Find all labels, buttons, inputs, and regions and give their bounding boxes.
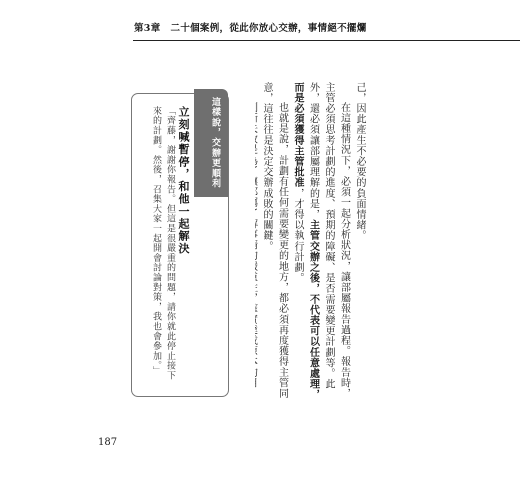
- tip-box-quote: 「齊藤，謝謝你報告。但這是很嚴重的問題，請你就此停止接下來的計劃。然後，召集大家一起開會討論對策，我也會參加。」: [151, 106, 175, 381]
- page-number: 187: [98, 437, 118, 448]
- running-head: [134, 20, 367, 34]
- paragraph-4: [255, 82, 259, 404]
- paragraph-2-text-a: 在這種情況下，必須一起分析狀況，讓部屬報告過程。報告時，主管必須思考計劃的進度、預期的障礙、是否需要變更計劃等。此外，還必須讓部屬理解的是，: [307, 82, 350, 399]
- chapter-title: 二十個案例，從此你放心交辦，事情絕不擺爛: [170, 23, 367, 34]
- header-rule: [133, 40, 520, 41]
- paragraph-2-text-b: ，才得以執行計劃。: [292, 188, 303, 284]
- tip-box-tab-label: 這樣說，交辦更順利: [210, 97, 220, 189]
- paragraph-2: [290, 82, 352, 404]
- body-text: [255, 82, 367, 404]
- page-header: [0, 20, 520, 48]
- paragraph-4-text-a: [255, 82, 257, 400]
- paragraph-1: 己，因此產生不必要的負面情緒。: [354, 82, 365, 241]
- paragraph-3: 也就是說，計劃有任何需要變更的地方，都必須再度獲得主管同意，這往往是決定交辦成敗的關鍵。: [261, 82, 288, 399]
- paragraph-2-emphasis: 主管交辦之後，不代表可以任意處理，而是必須獲得主管批准: [292, 82, 319, 401]
- chapter-label: 第3章: [134, 23, 161, 34]
- tip-box-heading: 立刻喊暫停，和他一起解決: [177, 106, 190, 255]
